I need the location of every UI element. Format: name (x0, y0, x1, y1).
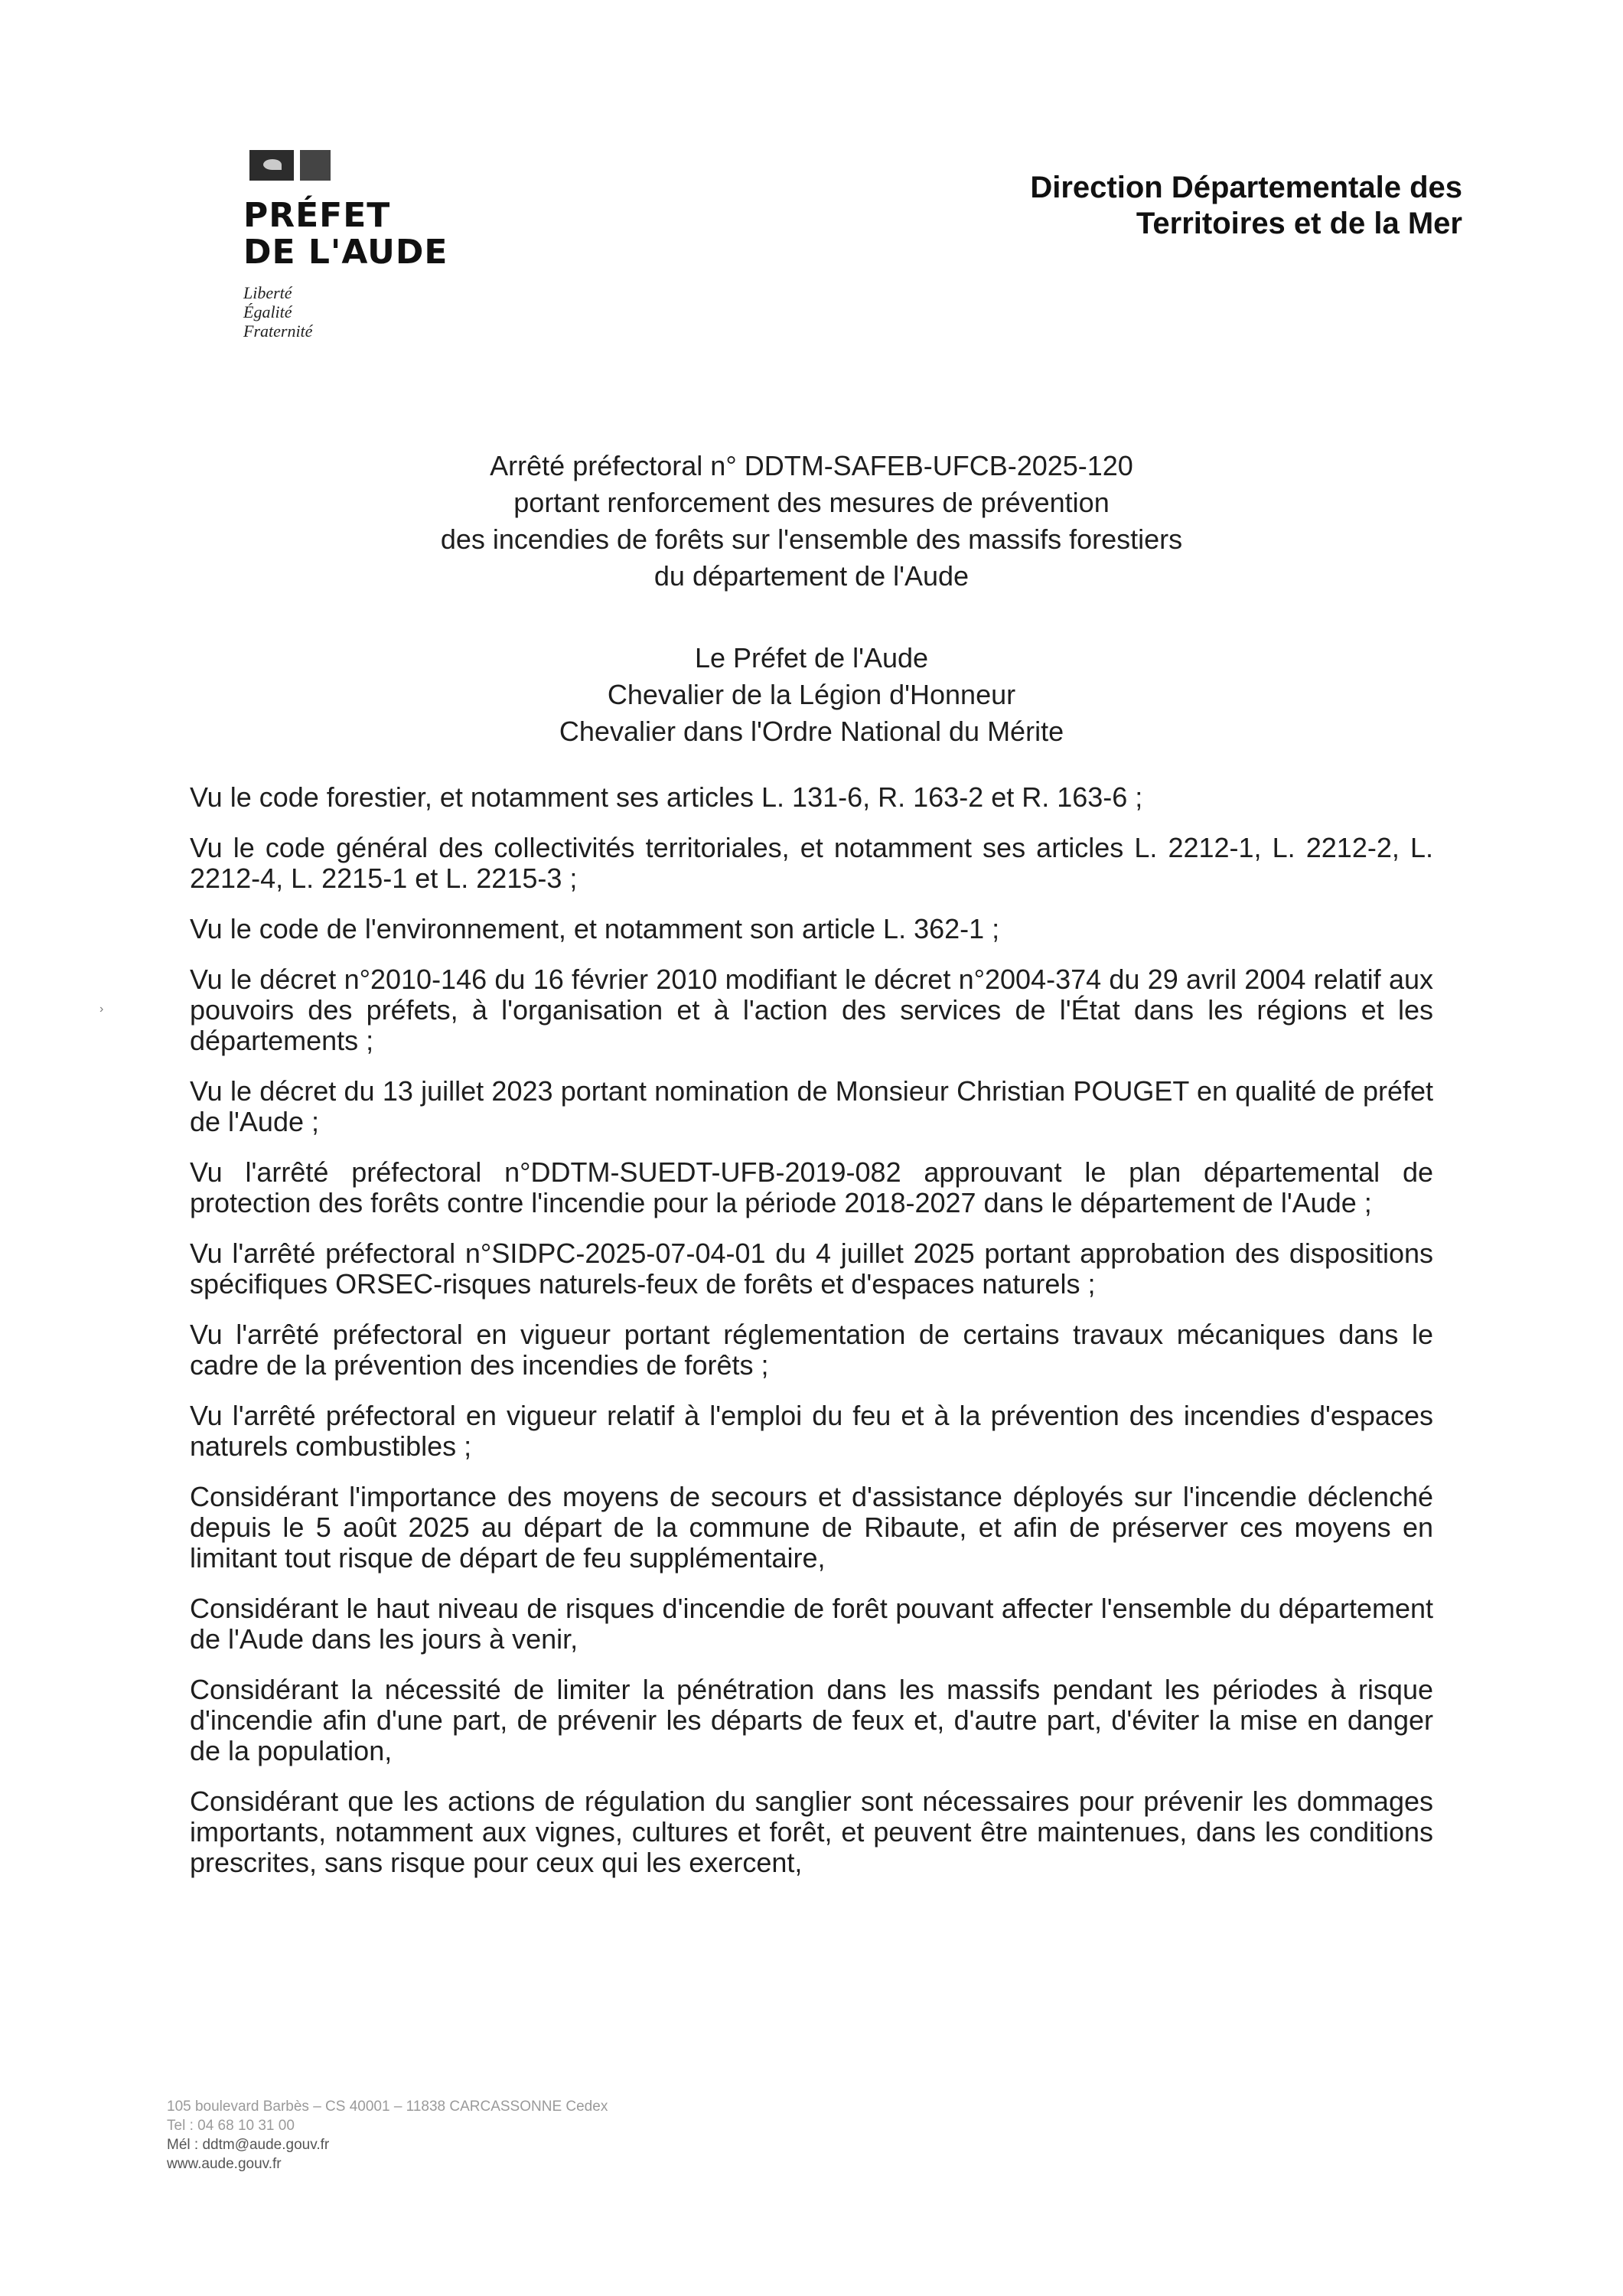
visa-item: Vu le code de l'environnement, et notamment son article L. 362-1 ; (190, 913, 1000, 944)
visa-item: Vu l'arrêté préfectoral en vigueur relatif à l'emploi du feu et à la prévention des incendies d'espaces naturels combustibles ; (190, 1400, 1433, 1462)
page-footer (167, 2097, 608, 2174)
prefecture-logo (243, 150, 488, 341)
considerant-item: Considérant le haut niveau de risques d'incendie de forêt pouvant affecter l'ensemble du département de l'Aude dans les jours à venir, (190, 1593, 1433, 1655)
footer-tel: Tel : 04 68 10 31 00 (167, 2118, 295, 2134)
logo-text-line1: PRÉFET (243, 196, 391, 235)
marianne-logo-icon (249, 150, 488, 181)
visa-item: Vu l'arrêté préfectoral n°DDTM-SUEDT-UFB-2019-082 approuvant le plan départemental de protection des forêts contre l'incendie pour la période 2018-2027 dans le département de l'Aude ; (190, 1156, 1433, 1218)
visa-item: Vu l'arrêté préfectoral n°SIDPC-2025-07-04-01 du 4 juillet 2025 portant approbation des dispositions spécifiques ORSEC-risques naturels-feux de forêts et d'espaces naturels ; (190, 1238, 1433, 1300)
visas-list (190, 782, 1433, 1898)
considerant-item: Considérant l'importance des moyens de secours et d'assistance déployés sur l'incendie déclenché depuis le 5 août 2025 au départ de la commune de Ribaute, et afin de préserver ces moyens en limitant tout risque de départ de feu supplémentaire, (190, 1481, 1433, 1574)
visa-item: Vu le code forestier, et notamment ses articles L. 131-6, R. 163-2 et R. 163-6 ; (190, 781, 1143, 813)
decree-title-line3: des incendies de forêts sur l'ensemble des massifs forestiers (440, 523, 1183, 555)
issuing-direction (1030, 170, 1462, 242)
considerant-item: Considérant la nécessité de limiter la pénétration dans les massifs pendant les périodes à risque d'incendie afin d'une part, de prévenir les départs de feux et, d'autre part, d'éviter la mise en danger de la population, (190, 1674, 1433, 1766)
motto-egalite: Égalité (243, 302, 292, 321)
decree-title-line1: Arrêté préfectoral n° DDTM-SAFEB-UFCB-2025-120 (490, 450, 1133, 481)
visa-item: Vu le décret n°2010-146 du 16 février 2010 modifiant le décret n°2004-374 du 29 avril 2004 relatif aux pouvoirs des préfets, à l'organisation et à l'action des services de l'État dans les régions et les départements ; (190, 964, 1433, 1056)
visa-item: Vu le code général des collectivités territoriales, et notamment ses articles L. 2212-1, L. 2212-2, L. 2212-4, L. 2215-1 et L. 2215-3 ; (190, 832, 1433, 894)
direction-line1: Direction Départementale des (1030, 171, 1462, 204)
prefet-line2: Chevalier de la Légion d'Honneur (607, 679, 1016, 710)
visa-item: Vu l'arrêté préfectoral en vigueur portant réglementation de certains travaux mécaniques dans le cadre de la prévention des incendies de forêts ; (190, 1319, 1433, 1381)
considerant-item: Considérant que les actions de régulation du sanglier sont nécessaires pour prévenir les dommages importants, notamment aux vignes, cultures et forêt, et peuvent être maintenues, dans les conditions prescrites, sans risque pour ceux qui les exercent, (190, 1786, 1433, 1878)
footer-address: 105 boulevard Barbès – CS 40001 – 11838 CARCASSONNE Cedex (167, 2099, 608, 2115)
visa-item: Vu le décret du 13 juillet 2023 portant nomination de Monsieur Christian POUGET en qualité de préfet de l'Aude ; (190, 1075, 1433, 1137)
decree-title (0, 448, 1623, 595)
prefet-line1: Le Préfet de l'Aude (694, 642, 929, 673)
scan-speck: › (99, 1003, 104, 1016)
decree-title-line4: du département de l'Aude (653, 560, 970, 592)
prefet-line3: Chevalier dans l'Ordre National du Mérite (559, 716, 1064, 747)
footer-mel: Mél : ddtm@aude.gouv.fr (167, 2137, 330, 2153)
direction-line2: Territoires et de la Mer (1136, 207, 1462, 240)
motto-liberte: Liberté (243, 283, 292, 302)
footer-web: www.aude.gouv.fr (167, 2156, 282, 2172)
republic-motto (243, 283, 488, 341)
logo-text-line2: DE L'AUDE (243, 233, 448, 272)
decree-title-line2: portant renforcement des mesures de prévention (513, 487, 1110, 518)
motto-fraternite: Fraternité (243, 321, 313, 341)
prefet-titles (0, 640, 1623, 750)
